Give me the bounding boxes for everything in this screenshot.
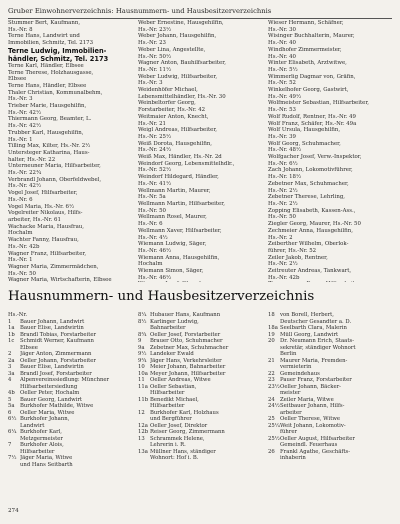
resident-entry-line: Hochalm — [138, 261, 163, 268]
house-owner: Meier Johann, Bahnarbeiter — [150, 364, 226, 370]
house-owner: und Bergführer — [150, 416, 192, 422]
resident-entry-line: Weinbeltorfer Georg, — [138, 100, 196, 107]
section-title: Hausnummern- und Hausbesitzerverzeichnis — [8, 289, 315, 304]
house-owner: Schmidt Werner, Kaufmann — [20, 338, 94, 344]
house-owner: arbeiter — [280, 409, 302, 416]
house-owner: Gemeindl. Feuerhaus — [280, 442, 338, 448]
resident-entry-line: Hs.-Nr. 48½ — [268, 147, 302, 154]
resident-entry-line: halter, Hs.-Nr. 22 — [8, 156, 56, 163]
house-owner: Oeller Peter, Hochalm — [20, 390, 80, 396]
resident-entry-line: Tilling Max, Kilter, Hs.-Nr. 2½ — [8, 143, 91, 150]
house-owner: Burkhofer Karl, Holzhaus — [150, 409, 219, 416]
resident-entry-line: Hs.-Nr. 2½ — [268, 261, 298, 268]
resident-entry-line: Weber Ludwig, Hilfsarbeiter, — [138, 73, 218, 80]
resident-entry-line — [268, 281, 392, 282]
resident-entry-line: Trubber Karl, Hausgehilfin, — [8, 129, 84, 136]
house-owner: Meyer Johann, Hilfsarbeiter — [150, 370, 226, 377]
resident-entry-line: Vogel Maria, Hs.-Nr. 6½ — [8, 203, 75, 210]
house-number: 22 — [268, 370, 275, 377]
resident-entry-line: Hs.-Nr. 6½ — [268, 160, 298, 167]
resident-entry-line: Zach Johann, Lokomotivführer, — [268, 167, 353, 174]
resident-entry-line: arbeiter, Hs.-Nr. 61 — [8, 216, 61, 223]
resident-entry-line: Terne Therese, Holzhausgasse, — [8, 69, 94, 76]
house-number: 7½ — [8, 455, 17, 461]
resident-entry-line: Elbsee — [8, 76, 27, 83]
resident-entry-line: Verbrandl Johann, Oberfeldwebel, — [8, 176, 102, 183]
resident-entry-line: Hs.-Nr. 24½ — [138, 147, 172, 154]
resident-entry-line: Lebensmittelhändler, Hs.-Nr. 30 — [138, 93, 226, 100]
resident-entry-line: Hs.-Nr. 39 — [268, 133, 296, 140]
house-number: 23 — [268, 377, 275, 383]
resident-entry-line: Hs.-Nr. 3 — [138, 80, 163, 87]
resident-column — [138, 20, 262, 282]
resident-entry-line: Hs.-Nr. 2 — [268, 234, 293, 241]
resident-entry-line: Hs.-Nr. 23½ — [138, 26, 172, 33]
house-number: 2a — [8, 357, 15, 364]
house-number — [268, 455, 280, 462]
house-number: 3 — [8, 364, 12, 370]
house-owner: Maurer Maria, Fremden- — [280, 357, 348, 364]
resident-entry-line: Weitmaier Anton, Knecht, — [138, 113, 209, 120]
resident-entry-line: Unterneuner Maria, Hilfsarbeiter, — [8, 163, 101, 170]
house-owner: Brauer Otto, Schuhmacher — [150, 338, 223, 344]
house-owner: Bahnarbeiter — [150, 325, 186, 331]
house-number: 7 — [8, 442, 12, 448]
resident-entry-line: Hs.-Nr. 42b — [268, 274, 300, 281]
house-number: 12 — [138, 409, 145, 416]
house-number: 18a — [268, 325, 278, 331]
house-owner: Landeker Ewald — [150, 351, 194, 357]
resident-entry-line: Hs.-Nr. 8 — [8, 26, 33, 33]
resident-entry-line: Untersteger Katharina, Haus- — [8, 149, 90, 156]
resident-entry-line: Hs.-Nr. 2½ — [268, 200, 298, 207]
resident-entry-line: Hs.-Nr. 22¾ — [8, 170, 42, 177]
resident-entry-line: Wolf Ursula, Hausgehilfin, — [268, 127, 341, 134]
house-entry — [268, 455, 392, 462]
house-number: 9 — [138, 338, 142, 344]
house-number: 25¼ — [268, 422, 280, 429]
house-owner: Benedikt Michael, — [150, 396, 199, 403]
house-owner: Oeller Johann, Forstarbeiter — [20, 357, 96, 364]
house-owner: inhaberin — [280, 455, 306, 461]
house-owner: Hilfsarbeiter — [20, 448, 55, 455]
house-owner: Seitbauer Johann, Hilfs- — [280, 403, 345, 409]
resident-column — [8, 20, 132, 282]
resident-entry-line: Winter Elisabeth, Arztwitwe, — [268, 60, 347, 67]
resident-entry-line: Zechmeier Anna, Hausgehilfin, — [268, 227, 353, 234]
house-number: 25½ — [268, 435, 280, 442]
house-owner: führer — [280, 429, 297, 435]
house-owner: Reiser Georg, Zimmermann — [150, 429, 225, 435]
house-number — [138, 455, 150, 462]
resident-entry-line: Weigl Andreas, Hilfsarbeiter, — [138, 127, 218, 134]
resident-entry-line: Forstarbeiter, Hs.-Nr. 42 — [138, 107, 206, 114]
resident-entry-line: Wolf Franz, Schäfer, Hs.-Nr. 49a — [268, 120, 357, 127]
resident-entry-line: Weidenhöfer Michael, — [138, 87, 198, 94]
resident-entry-line: Wisinger Buchhalterin, Maurer, — [268, 33, 355, 40]
resident-entry-line: Windhofer Zimmermeister, — [268, 46, 342, 53]
resident-entry-line: Hs.-Nr. 42½ — [8, 109, 42, 116]
house-owner: Burkhofer Johann, — [20, 416, 70, 422]
resident-entry-line: Hs.-Nr. 21 — [138, 120, 166, 127]
resident-entry-line: Hs.-Nr. 42b — [8, 243, 40, 250]
house-number: 18 — [268, 312, 275, 318]
house-owner: Brandl Tobias, Forstarbeiter — [20, 331, 97, 338]
resident-entry-line: Hs.-Nr. 11½ — [138, 66, 172, 73]
house-owner: Jäger Anton, Zimmermann — [20, 351, 92, 357]
resident-entry-line: Thaler Christian, Kommunalbehm, — [8, 89, 103, 96]
resident-entry-line: Wiemann Ludwig, Säger, — [138, 241, 207, 248]
house-owner: Oeller August, Hilfsarbeiter — [280, 435, 355, 442]
house-number: 6 — [8, 409, 12, 416]
house-owner: Brandl Josef, Forstarbeiter — [20, 370, 92, 377]
resident-entry-line: Hochalm — [8, 230, 33, 237]
resident-entry-line: Wolfgacher Josef, Verw.-Inspektor, — [268, 154, 362, 161]
house-owner: Oeller Johann, Bäcker- — [280, 383, 341, 390]
house-number-column — [8, 312, 132, 502]
house-owner: Karlinger Ludwig, — [150, 318, 199, 325]
house-owner: Oeller Sebastian, — [150, 383, 197, 390]
house-owner: Burkhofer Mathilde, Witwe — [20, 403, 94, 409]
house-owner: Müllner Hans, ständiger — [150, 448, 216, 455]
house-number: 21 — [268, 357, 275, 364]
resident-entry-line: Wiemann Simon, Säger, — [138, 268, 204, 275]
resident-entry-line: Hs.-Nr. 42½ — [8, 123, 42, 130]
resident-entry-line: Hs.-Nr. 6 — [138, 221, 163, 228]
resident-entry-line: Hs.-Nr. 53 — [268, 107, 296, 114]
house-owner: Dr. Neumann Erich, Staats- — [280, 338, 354, 344]
house-owner: Zebetner Max, Schuhmacher — [150, 344, 229, 351]
house-entry — [8, 462, 132, 469]
resident-entry-line: Hs.-Nr. 41½ — [138, 180, 172, 187]
house-owner: Schrammek Helene, — [150, 435, 205, 442]
house-number: 12b — [138, 429, 149, 435]
resident-entry-line: Weber Ernestine, Hausgehilfin, — [138, 20, 224, 26]
resident-entry-line: Hs.-Nr. 50 — [8, 270, 36, 277]
house-number: 2 — [8, 351, 12, 357]
resident-entry-line: Hs.-Nr. 49½ — [268, 93, 302, 100]
house-owner: Hubauer Hans, Kaufmann — [150, 312, 221, 318]
house-owner: Seelbarth Clara, Malerin — [280, 325, 347, 331]
resident-entry-line: Hs.-Nr. 50½ — [138, 53, 172, 60]
resident-entry-line: Hs.-Nr. 46½ — [138, 274, 172, 281]
resident-entry-line: Wachacke Maria, Hausfrau, — [8, 223, 84, 230]
house-owner: von Borell, Herbert, — [280, 312, 334, 318]
resident-entry-line: Terne Hans, Händler, Elbsee — [8, 82, 87, 89]
house-number: 25 — [268, 416, 275, 422]
house-owner: meister — [280, 390, 301, 396]
resident-entry-line: Hs.-Nr. 25½ — [138, 133, 172, 140]
house-number: 24 — [268, 396, 275, 403]
house-owner: Weit Johann, Lokomotiv- — [280, 422, 346, 429]
house-owner: Alpenvereinssiedlung: Münchner — [20, 377, 110, 383]
resident-entry-line: Thiermann Georg, Beamter, L. — [8, 116, 92, 123]
resident-entry-line: Zebetner Max, Schuhmacher, — [268, 180, 349, 187]
resident-entry-line: Vogelreiter Nikolaus, Hilfs- — [8, 210, 83, 217]
house-owner: Gemeindehaus — [280, 370, 320, 377]
resident-entry-line: Hs.-Nr. 5a — [138, 194, 166, 201]
house-number: 9¾ — [138, 357, 147, 364]
house-number: 8¼ — [138, 312, 147, 318]
house-owner: und Hans Seitbarth — [20, 461, 73, 468]
resident-entry-line: Weber Lina, Angestellte, — [138, 46, 206, 53]
resident-entry-line: Wolf Rudolf, Rentner, Hs.-Nr. 49 — [268, 113, 356, 120]
resident-entry-line: Wolf Georg, Schuhmacher, — [268, 140, 341, 147]
resident-entry-line: Vogel Josef, Hilfsarbeiter, — [8, 190, 78, 197]
resident-entry-line: Hs.-Nr. 50 — [268, 214, 296, 221]
house-owner: Jäger Maria, Witwe — [20, 455, 73, 461]
resident-entry-line: Hs.-Nr. 6 — [8, 196, 33, 203]
resident-entry-line: Wiemann Anna, Hausgehilfin, — [138, 254, 220, 261]
house-number: 1b — [8, 331, 15, 338]
resident-entry-line: Hs.-Nr. 5½ — [268, 66, 298, 73]
running-header: Gruber Einwohnerverzeichnis: Hausnummern- und Hausbesitzerverzeichnis — [8, 4, 392, 19]
resident-entry-line: Hs.-Nr. 42½ — [8, 183, 42, 190]
house-owner: vermieterin — [280, 364, 312, 370]
house-number: 1 — [8, 318, 12, 325]
resident-entry-line: Trieber Marie, Hausgehilfin, — [8, 103, 87, 110]
house-number: 12a — [138, 422, 148, 429]
resident-entry-line: Weber Johann, Hausgehilfin, — [138, 33, 217, 40]
resident-entry-line: Wellmann Martin, Hilfsarbeiter, — [138, 200, 225, 207]
house-owner: Oeller Therese, Witwe — [280, 416, 341, 422]
resident-entry-line: Hs.-Nr. 1 — [8, 257, 33, 264]
house-number: 6¼ — [8, 429, 17, 435]
house-owner: Jäger Hans, Verkehrsleiter — [150, 357, 222, 364]
resident-entry-line: Hs.-Nr. 30 — [268, 26, 296, 33]
resident-entry-line: Wagner Maria, Zimmermädchen, — [8, 263, 99, 270]
house-owner: Bauer Georg, Landwirt — [20, 396, 83, 403]
resident-entry-line: Wellmann Rosel, Maurer, — [138, 214, 207, 221]
house-owner: Hilfsarbeiter — [150, 390, 185, 396]
house-number: 11 — [138, 377, 145, 383]
resident-entry-line: Wolfmeister Sebastian, Hilfsarbeiter, — [268, 100, 370, 107]
house-number: 10 — [138, 364, 145, 370]
house-number: 26 — [268, 448, 275, 455]
house-number: 11b — [138, 396, 149, 403]
resident-entry-line: Hs.-Nr. 1 — [8, 136, 33, 143]
house-owner: Lehrerin i. R. — [150, 442, 186, 448]
resident-entry-line: Terne Karl, Händler, Elbsee — [8, 62, 84, 69]
resident-entry-line: Weindorf Hildegard, Händler, — [138, 174, 219, 181]
house-owner: Elbsee — [20, 344, 38, 351]
house-number — [8, 462, 20, 469]
house-owner: Hilfsarbeitersiedlung — [20, 383, 78, 390]
resident-entry-line: Immobilien, Schmitz, Tel. 2173 — [8, 40, 93, 47]
house-owner: Oeller Andreas, Witwe — [150, 377, 211, 383]
resident-entry-line: Hs.-Nr. 52½ — [138, 167, 172, 174]
house-owner: Bauer Elise, Landwirtin — [20, 325, 84, 331]
resident-entry-line: Weiß Max, Händler, Hs.-Nr. 2d — [138, 154, 222, 161]
house-number: 1a — [8, 325, 15, 331]
house-number: 13 — [138, 435, 145, 442]
house-number-column — [138, 312, 262, 502]
house-number-directory — [8, 312, 392, 502]
resident-entry-line: Wieser Hermann, Schäfner, — [268, 20, 344, 26]
house-number: 9½ — [138, 351, 147, 357]
resident-entry-line: Stummer Bert, Kaufmann, — [8, 20, 81, 26]
resident-entry-line: Wagner Franz, Hilfsarbeiter, — [8, 250, 87, 257]
house-number: 1c — [8, 338, 15, 344]
resident-entry-line: Zeiler Jakob, Rentner, — [268, 254, 328, 261]
house-owner: Berlin — [280, 351, 297, 357]
house-number: 24½ — [268, 403, 280, 409]
house-number: 13a — [138, 448, 148, 455]
house-number: 5a — [8, 403, 15, 409]
resident-entry-line: Hs.-Nr. 2½ — [268, 187, 298, 194]
resident-entry-line: führer, Hs.-Nr. 52 — [268, 247, 317, 254]
resident-entry-line: Hs.-Nr. 23 — [138, 40, 166, 47]
house-number: 23½ — [268, 383, 280, 390]
resident-entry-line: Hs.-Nr. 18½ — [268, 174, 302, 181]
resident-columns — [8, 20, 392, 282]
house-owner: Pauer Franz, Forstarbeiter — [280, 377, 352, 383]
resident-entry-line: Hs.-Nr. 40 — [268, 53, 296, 60]
house-owner: Oeller Maria, Witwe — [20, 409, 75, 416]
resident-entry-line: Wagner Maria, Wirtschafterin, Elbsee — [8, 277, 112, 282]
resident-entry-line: Hs.-Nr. 52 — [268, 80, 296, 87]
house-number: 4 — [8, 377, 12, 383]
house-owner: Wohnort: Hof i. B. — [150, 455, 199, 461]
resident-entry-line: Weiß Dorota, Hausgehilfin, — [138, 140, 213, 147]
resident-entry-line: Terne Hans, Landwirt und — [8, 33, 80, 40]
house-number: 5 — [8, 396, 12, 403]
advertisement-line: Terne Ludwig, Immobilien- — [8, 46, 107, 55]
advertisement-line: händler, Schmitz, Tel. 2173 — [8, 54, 109, 63]
resident-entry-line: Hs.-Nr. 4½ — [138, 234, 168, 241]
house-owner: Frankl Agathe, Geschäfts- — [280, 448, 350, 455]
house-owner: Müll Georg, Landwirt — [280, 331, 339, 338]
resident-column — [268, 20, 392, 282]
house-number: Hs.-Nr. — [8, 312, 28, 318]
resident-entry-line: Wagner Anton, Bauhilfsarbeiter, — [138, 60, 226, 67]
house-number: 9a — [138, 344, 145, 351]
house-number: 8¾ — [138, 331, 147, 338]
house-owner: Metzgermeister — [20, 435, 63, 442]
house-number: 10a — [138, 370, 148, 377]
resident-entry-line: Wellmann Martin, Maurer, — [138, 187, 211, 194]
resident-entry-line: Zeitreuter Andreas, Tankwart, — [268, 268, 352, 275]
house-owner: Oeller Josef, Forstarbeiter — [150, 331, 221, 338]
house-number: 4b — [8, 390, 15, 396]
resident-entry-line: Weindorf Georg, Lebensmittelhdlr., — [138, 160, 235, 167]
house-number: 6½ — [8, 416, 17, 422]
house-entry — [138, 455, 262, 462]
house-owner: Hilfsarbeiter — [150, 403, 185, 409]
house-number-column — [268, 312, 392, 502]
resident-entry-line: Hs.-Nr. 50 — [138, 207, 166, 214]
page-number: 274 — [8, 508, 19, 514]
resident-entry-line: Wachter Fanny, Hausfrau, — [8, 237, 79, 244]
house-owner: Landwirt — [20, 422, 45, 429]
house-number: 8½ — [138, 318, 147, 325]
house-number: 11a — [138, 383, 148, 390]
house-owner: Burkhofer Alois, — [20, 442, 64, 448]
resident-entry-line: Hs.-Nr. 40 — [268, 40, 296, 47]
house-owner: Burkhofer Karl, — [20, 429, 62, 435]
house-number: 20 — [268, 338, 275, 344]
house-owner: sekretär, ständiger Wohnort — [280, 344, 356, 351]
resident-entry-line: Zebetner Therese, Lehrling, — [268, 194, 346, 201]
house-owner: Bauer Johann, Landwirt — [20, 318, 85, 325]
house-number: 3a — [8, 370, 15, 377]
house-owner: Bauer Elise, Landwirtin — [20, 364, 84, 370]
resident-entry-line: Hs.-Nr. 3 — [8, 96, 33, 103]
house-number: 19 — [268, 331, 275, 338]
house-owner: Zeiler Maria, Witwe — [280, 396, 334, 403]
house-owner: Deutscher Gesandter a. D. — [280, 318, 352, 325]
resident-entry-line: Wellmann Xaver, Hilfsarbeiter, — [138, 227, 222, 234]
resident-entry-line: Zopping Elisabeth, Kassen-Ass., — [268, 207, 356, 214]
resident-entry-line: Zeiberther Wilhelm, Oberlok- — [268, 241, 349, 248]
resident-entry-line: Hs.-Nr. 46½ — [138, 247, 172, 254]
resident-entry-line: Ziegler Georg, Maurer, Hs.-Nr. 50 — [268, 221, 361, 228]
house-owner: Oeller Josef, Direktor — [150, 422, 208, 429]
resident-entry-line: Wimmerlig Dagmar von, Gräfin, — [268, 73, 356, 80]
resident-entry-line — [138, 281, 262, 282]
resident-entry-line: Winkelhofer Georg, Gastwirt, — [268, 87, 349, 94]
